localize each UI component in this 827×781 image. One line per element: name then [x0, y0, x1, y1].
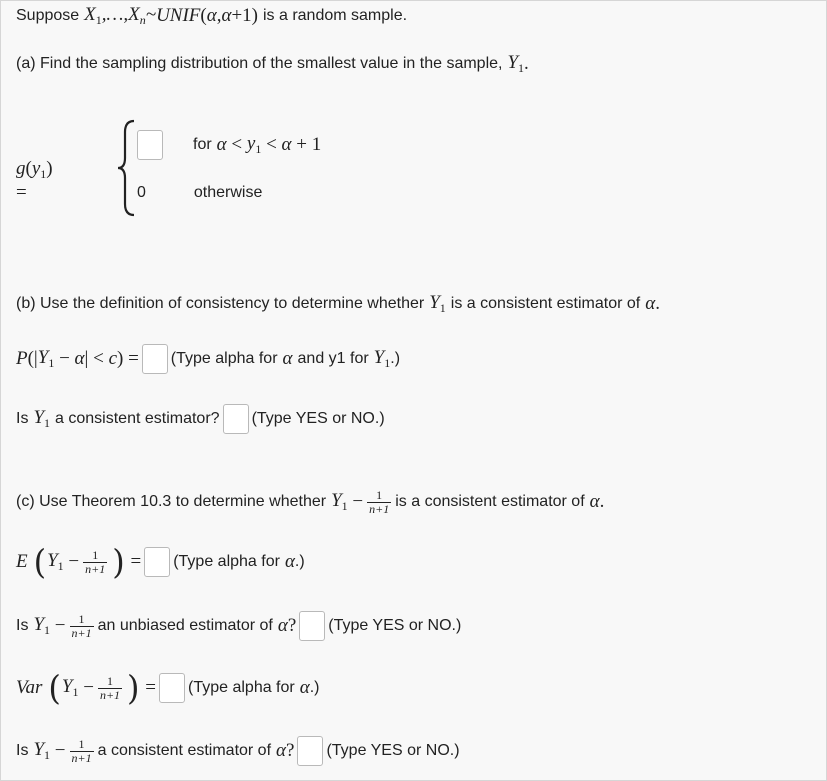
probability-line: P (| $Y_1$ − α | < c ) = (Type alpha for α and y1 for $Y_1$ .): [16, 343, 400, 375]
part-a-text: (a) Find the sampling distribution of the smallest value in the sample,: [16, 55, 503, 72]
fraction-1-over-n-plus-1: $\frac{1}{n+1}$: [71, 611, 92, 640]
fraction-1-over-n-plus-1: $\frac{1}{n+1}$: [369, 487, 390, 516]
hint-alpha-2-close: .): [309, 679, 320, 696]
hint-yesno-2: (Type YES or NO.): [326, 742, 460, 759]
case-2-value: 0: [137, 184, 146, 201]
part-a-heading: (a) Find the sampling distribution of the smallest value in the sample, $Y_1$ .: [16, 52, 529, 75]
hint-2: (Type YES or NO.): [251, 410, 385, 427]
q-consistent-prefix: Is: [16, 742, 29, 759]
intro-suffix: is a random sample.: [262, 7, 408, 24]
hint-1-mid: and y1 for: [297, 350, 369, 367]
hint-1-open: (Type alpha for: [170, 350, 278, 367]
intro-line: Suppose $X_1,\dots,X_n\sim$ UNIF ( α , α +1) is a random sample.: [16, 4, 408, 27]
consistent-estimator-input[interactable]: [297, 736, 323, 766]
part-c-heading: (c) Use Theorem 10.3 to determine whether $Y_1$ − $\frac{1}{n+1}$ is a consistent estimator of α .: [16, 487, 605, 516]
consistency-question: Is $Y_1$ a consistent estimator? (Type YES or NO.): [16, 403, 385, 435]
part-c-text-end: is a consistent estimator of: [395, 493, 585, 510]
dist-name: UNIF: [156, 5, 201, 26]
part-c-text: (c) Use Theorem 10.3 to determine whether: [16, 493, 327, 510]
case-1: for α < $y_1$ < α + 1: [134, 130, 321, 160]
consistent-question: Is $Y_1$ − $\frac{1}{n+1}$ a consistent estimator of α ? (Type YES or NO.): [16, 736, 460, 765]
consistent-answer-input[interactable]: [223, 404, 249, 434]
variance-input[interactable]: [159, 673, 185, 703]
expectation-input[interactable]: [144, 547, 170, 577]
q-unbiased-text: an unbiased estimator of: [97, 617, 273, 634]
q2-prefix: Is: [16, 410, 29, 427]
case-1-text: for: [193, 136, 212, 153]
fraction-1-over-n-plus-1: $\frac{1}{n+1}$: [85, 547, 106, 576]
sample-notation: $X_1,\dots,X_n\sim$: [84, 4, 157, 27]
part-b-text: (b) Use the definition of consistency to determine whether: [16, 295, 425, 312]
intro-prefix: Suppose: [16, 7, 80, 24]
g-y1-input[interactable]: [137, 130, 163, 160]
fraction-1-over-n-plus-1: $\frac{1}{n+1}$: [99, 673, 121, 702]
probability-input[interactable]: [142, 344, 168, 374]
case-2-text: otherwise: [193, 184, 263, 201]
q-consistent-text: a consistent estimator of: [97, 742, 272, 759]
hint-alpha-1-open: (Type alpha for: [173, 553, 280, 570]
unbiased-answer-input[interactable]: [299, 611, 325, 641]
unbiased-question: Is $Y_1$ − $\frac{1}{n+1}$ an unbiased estimator of α ? (Type YES or NO.): [16, 611, 462, 640]
expectation-line: E ( $Y_1$ − $\frac{1}{n+1}$ ) = (Type alpha for α .): [16, 542, 305, 582]
part-b-text-end: is a consistent estimator of: [450, 295, 641, 312]
g-of-y1-label: $g(y_1)$ =: [16, 158, 53, 203]
fraction-1-over-n-plus-1: $\frac{1}{n+1}$: [71, 736, 92, 765]
hint-1-close: .): [390, 350, 401, 367]
hint-alpha-2-open: (Type alpha for: [188, 679, 295, 696]
q2-text: a consistent estimator?: [55, 410, 220, 427]
hint-yesno-1: (Type YES or NO.): [328, 617, 462, 634]
variance-line: Var ( $Y_1$ − $\frac{1}{n+1}$ ) = (Type alpha for α .): [16, 668, 320, 708]
part-b-heading: (b) Use the definition of consistency to determine whether $Y_1$ is a consistent estimator of α .: [16, 292, 660, 315]
q-unbiased-prefix: Is: [16, 617, 29, 634]
case-2: [137, 184, 262, 202]
hint-alpha-1-close: .): [294, 553, 305, 570]
